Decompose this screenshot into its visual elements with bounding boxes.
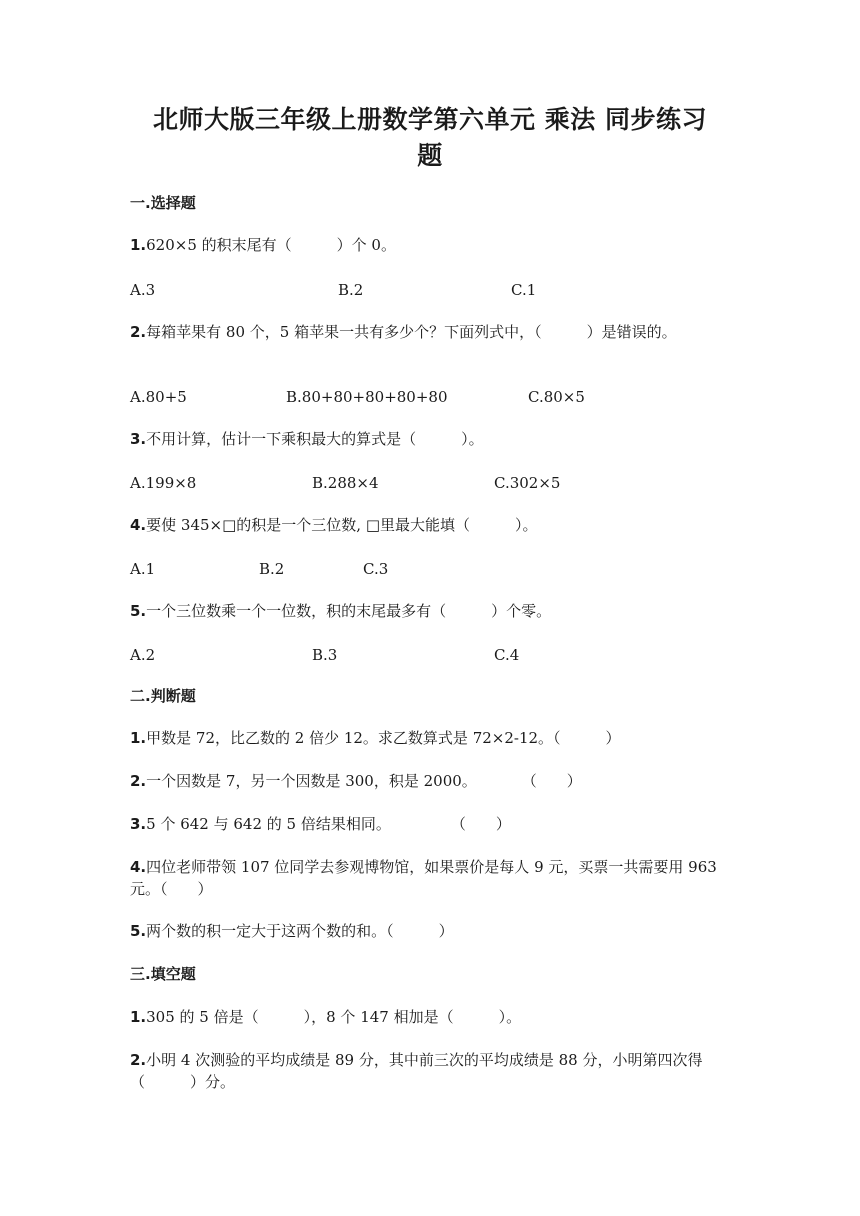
choice-question-5	[130, 600, 720, 622]
question-text: 620×5 的积末尾有（ ）个 0。	[146, 236, 396, 254]
choice-option-a: A.80+5	[130, 388, 187, 406]
judge-question-3	[130, 813, 720, 835]
question-text: 不用计算，估计一下乘积最大的算式是（ ）。	[146, 430, 484, 448]
choice-option-b: B.80+80+80+80+80	[286, 388, 448, 406]
question-text: 要使 345×□的积是一个三位数, □里最大能填（ ）。	[146, 516, 538, 534]
choice-question-3	[130, 428, 720, 450]
judge-question-5	[130, 920, 720, 942]
choice-option-b: B.3	[312, 646, 338, 664]
choice-option-a: A.2	[130, 646, 156, 664]
choice-question-1	[130, 234, 720, 256]
question-number: 3.	[130, 815, 147, 833]
question-number: 2.	[130, 323, 147, 341]
choice-option-c: C.80×5	[528, 388, 585, 406]
choice-option-b: B.2	[338, 281, 364, 299]
choice-option-b: B.288×4	[312, 474, 379, 492]
question-text: 两个数的积一定大于这两个数的和。（ ）	[146, 922, 454, 940]
question-text: 5 个 642 与 642 的 5 倍结果相同。 （ ）	[146, 815, 511, 833]
choice-question-2	[130, 321, 720, 343]
question-number: 4.	[130, 516, 147, 534]
page-title	[130, 102, 730, 174]
question-number: 3.	[130, 430, 147, 448]
fill-question-1	[130, 1006, 720, 1028]
section-heading-fill: 三.填空题	[130, 965, 196, 983]
choice-question-4	[130, 514, 720, 536]
section-heading-choice: 一.选择题	[130, 194, 196, 212]
judge-question-4	[130, 856, 720, 900]
question-text: 甲数是 72，比乙数的 2 倍少 12。求乙数算式是 72×2-12。（ ）	[146, 729, 621, 747]
fill-question-2	[130, 1049, 720, 1093]
question-text: 每箱苹果有 80 个，5 箱苹果一共有多少个？下面列式中，（ ）是错误的。	[146, 323, 677, 341]
question-number: 2.	[130, 1051, 147, 1069]
choice-option-a: A.199×8	[130, 474, 197, 492]
question-number: 5.	[130, 602, 147, 620]
section-heading-judge: 二.判断题	[130, 687, 196, 705]
question-number: 1.	[130, 1008, 147, 1026]
choice-option-c: C.1	[511, 281, 537, 299]
choice-option-a: A.1	[130, 560, 156, 578]
question-text: 一个三位数乘一个一位数，积的末尾最多有（ ）个零。	[146, 602, 552, 620]
question-number: 2.	[130, 772, 147, 790]
question-text: 305 的 5 倍是（ ），8 个 147 相加是（ ）。	[146, 1008, 522, 1026]
title-line-1: 北师大版三年级上册数学第六单元 乘法 同步练习	[153, 105, 707, 134]
question-number: 5.	[130, 922, 147, 940]
choice-option-a: A.3	[130, 281, 156, 299]
question-text: 四位老师带领 107 位同学去参观博物馆，如果票价是每人 9 元，买票一共需要用 963 元。（ ）	[130, 858, 717, 898]
question-number: 1.	[130, 729, 147, 747]
judge-question-1	[130, 727, 720, 749]
choice-option-c: C.3	[363, 560, 389, 578]
question-text: 小明 4 次测验的平均成绩是 89 分，其中前三次的平均成绩是 88 分，小明第四次得（ ）分。	[130, 1051, 703, 1091]
choice-option-b: B.2	[259, 560, 285, 578]
question-text: 一个因数是 7，另一个因数是 300，积是 2000。 （ ）	[146, 772, 582, 790]
title-line-2: 题	[417, 141, 443, 170]
judge-question-2	[130, 770, 720, 792]
question-number: 4.	[130, 858, 147, 876]
choice-option-c: C.302×5	[494, 474, 561, 492]
choice-option-c: C.4	[494, 646, 520, 664]
question-number: 1.	[130, 236, 147, 254]
